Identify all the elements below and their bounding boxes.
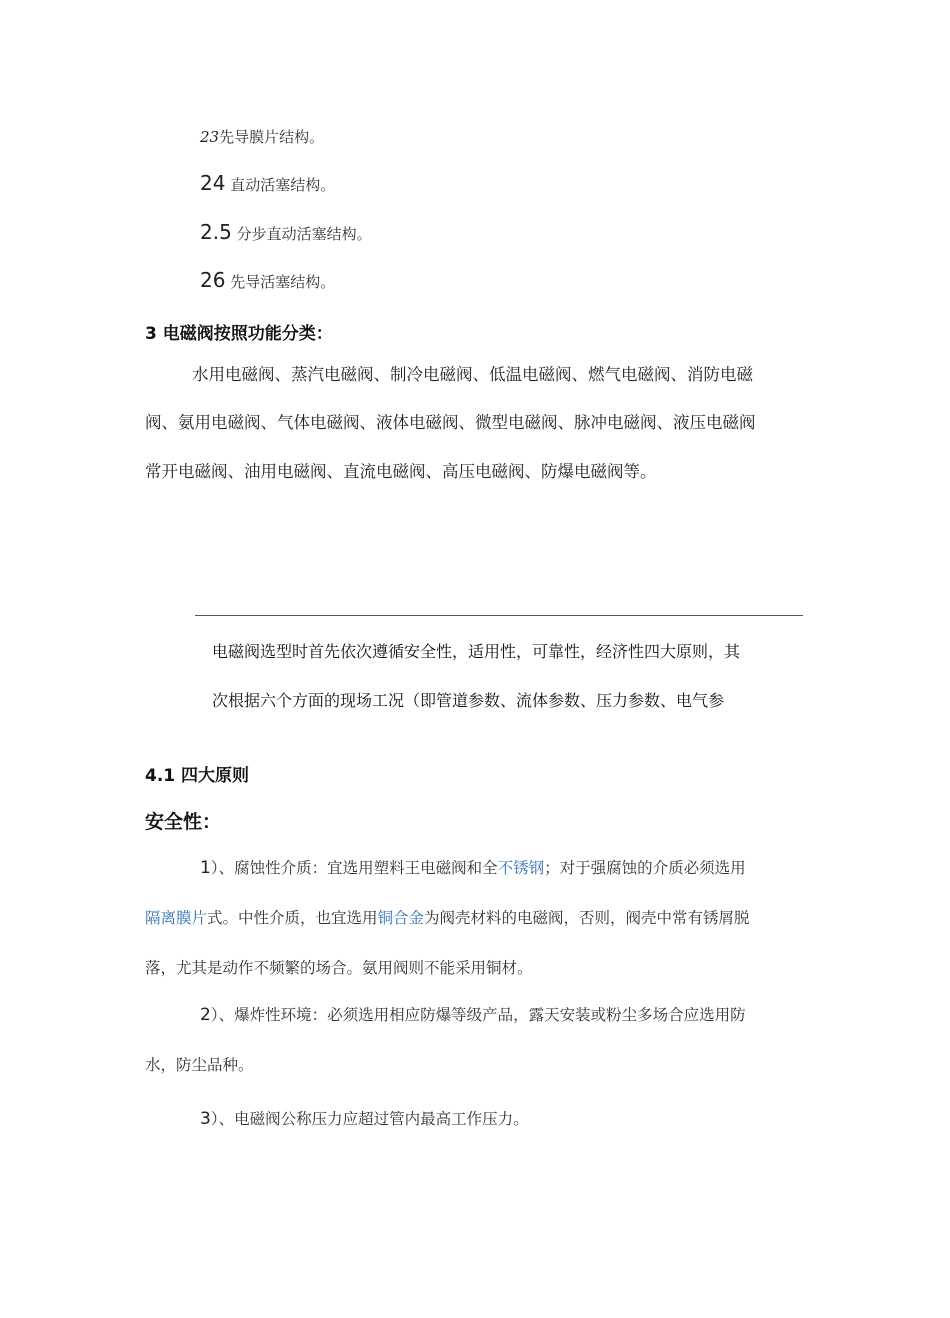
link-copper-alloy[interactable]: 铜合金 <box>377 909 425 927</box>
item-text: 先导活塞结构。 <box>225 273 336 291</box>
section-4-1-heading: 4.1 四大原则 <box>145 766 250 786</box>
safety-item-1-line-1 <box>200 856 746 878</box>
structure-item-23 <box>200 126 324 147</box>
item-number: 2.5 <box>200 220 232 244</box>
selection-note-line-1: 电磁阀选型时首先依次遵循安全性，适用性，可靠性，经济性四大原则，其 <box>212 642 741 661</box>
text-segment: 为阀壳材料的电磁阀，否则，阀壳中常有锈屑脱 <box>424 909 750 927</box>
structure-item-25 <box>200 220 372 244</box>
safety-item-1-line-2 <box>145 906 750 928</box>
item-text: 直动活塞结构。 <box>225 176 336 194</box>
function-list-line-3: 常开电磁阀、油用电磁阀、直流电磁阀、高压电磁阀、防爆电磁阀等。 <box>145 462 657 481</box>
text-segment: ；对于强腐蚀的介质必须选用 <box>544 859 746 877</box>
structure-item-26 <box>200 268 335 292</box>
item-number: 3 <box>200 1109 211 1129</box>
text-segment: ）、电磁阀公称压力应超过管内最高工作压力。 <box>210 1110 529 1128</box>
text-segment: 式。中性介质，也宜选用 <box>207 909 378 927</box>
safety-subheading: 安全性： <box>145 811 222 833</box>
text-segment: ）、爆炸性环境：必须选用相应防爆等级产品，露天安装或粉尘多场合应选用防 <box>210 1006 746 1024</box>
text-segment: ）、腐蚀性介质：宜选用塑料王电磁阀和全 <box>210 859 498 877</box>
structure-item-24 <box>200 171 335 195</box>
item-text: 先导膜片结构。 <box>219 128 325 146</box>
section-divider <box>195 615 803 616</box>
item-number: 24 <box>200 171 226 195</box>
item-number: 2 <box>200 1005 211 1025</box>
safety-item-1-line-3: 落，尤其是动作不频繁的场合。氨用阀则不能采用铜材。 <box>145 959 533 977</box>
link-stainless-steel[interactable]: 不锈钢 <box>497 859 545 877</box>
safety-item-3-line-1 <box>200 1107 529 1129</box>
item-text: 分步直动活塞结构。 <box>231 225 372 243</box>
item-number: 23 <box>200 128 220 146</box>
section-3-heading: 3 电磁阀按照功能分类： <box>145 324 333 344</box>
function-list-line-1: 水用电磁阀、蒸汽电磁阀、制冷电磁阀、低温电磁阀、燃气电磁阀、消防电磁 <box>192 365 753 384</box>
link-isolation-diaphragm[interactable]: 隔离膜片 <box>145 909 208 927</box>
safety-item-2-line-1 <box>200 1003 746 1025</box>
function-list-line-2: 阀、氨用电磁阀、气体电磁阀、液体电磁阀、微型电磁阀、脉冲电磁阀、液压电磁阀 <box>145 413 756 432</box>
item-number: 1 <box>200 858 211 878</box>
item-number: 26 <box>200 268 226 292</box>
safety-item-2-line-2: 水，防尘品种。 <box>145 1056 254 1074</box>
selection-note-line-2: 次根据六个方面的现场工况（即管道参数、流体参数、压力参数、电气参 <box>212 691 725 710</box>
